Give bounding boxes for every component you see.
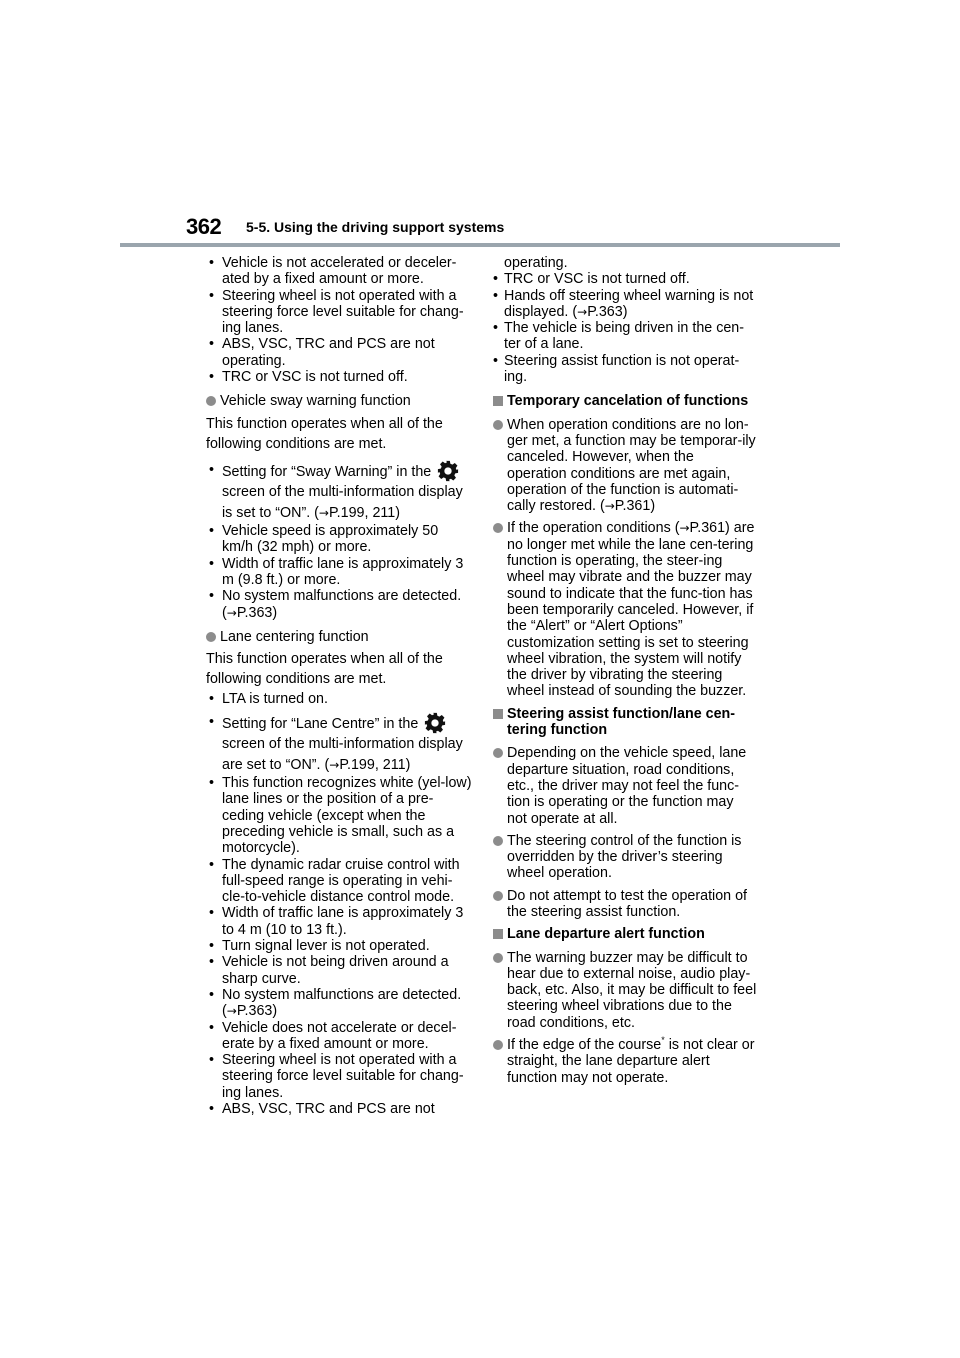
temporary-cancelation-heading: Temporary cancelation of functions bbox=[493, 393, 757, 409]
gear-icon bbox=[424, 712, 446, 734]
arrow-icon: → bbox=[679, 521, 690, 536]
gear-icon bbox=[437, 460, 459, 482]
left-list-1 bbox=[206, 255, 472, 385]
temporary-cancelation-para-1: When operation conditions are no lon-ger met, a function may be temporar-ily canceled. However, when the operation conditions are met again, operation of the function is automati-cally restored. (→P.361) bbox=[493, 417, 757, 515]
list-item: • Width of traffic lane is approximately 3 to 4 m (10 to 13 ft.). bbox=[206, 905, 472, 938]
centering-intro-line-1: This function operates when all of the bbox=[206, 651, 443, 668]
arrow-icon: → bbox=[226, 605, 237, 620]
centering-conditions-list bbox=[206, 691, 472, 1117]
list-item: • Vehicle is not being driven around a sharp curve. bbox=[206, 954, 472, 987]
arrow-icon: → bbox=[577, 304, 588, 319]
left-column bbox=[206, 255, 472, 1125]
list-item: • ABS, VSC, TRC and PCS are not bbox=[206, 1101, 472, 1117]
sway-intro-line-1: This function operates when all of the bbox=[206, 415, 443, 432]
arrow-icon: → bbox=[318, 505, 329, 520]
list-item: • Steering assist function is not operat-ing. bbox=[493, 353, 757, 386]
square-bullet-icon bbox=[493, 929, 503, 939]
list-item: • Vehicle speed is approximately 50 km/h (32 mph) or more. bbox=[206, 523, 472, 556]
steering-assist-heading: Steering assist function/lane cen-tering function bbox=[493, 706, 757, 739]
page-reference[interactable]: P.361) bbox=[689, 520, 730, 537]
page-reference[interactable]: P.363) bbox=[587, 303, 628, 320]
arrow-icon: → bbox=[604, 499, 615, 514]
sway-conditions-list bbox=[206, 460, 472, 621]
arrow-icon: → bbox=[226, 1004, 237, 1019]
lane-departure-para-2: If the edge of the course* is not clear or straight, the lane departure alert function may not operate. bbox=[493, 1037, 757, 1086]
right-list-1 bbox=[493, 271, 757, 385]
lane-centering-heading: Lane centering function bbox=[206, 629, 472, 645]
page-reference[interactable]: P.199, 211) bbox=[328, 504, 401, 521]
sway-intro-line-2: following conditions are met. bbox=[206, 435, 387, 452]
temporary-cancelation-para-2: If the operation conditions (→P.361) are no longer met while the lane cen-tering function is operating, the steer-ing wheel may vibrate and the buzzer may sound to indicate that the func-tion has been temporarily canceled. However, if the “Alert” or “Alert Options” customization setting is set to steering wheel vibration, the system will notify the driver by vibrating the steering wheel instead of sounding the buzzer. bbox=[493, 520, 757, 699]
lane-departure-para-1: The warning buzzer may be difficult to hear due to external noise, audio play-back, etc. Also, it may be difficult to feel steering wheel vibrations due to the road conditions, etc. bbox=[493, 950, 757, 1031]
list-item: • No system malfunctions are detected. (→P.363) bbox=[206, 987, 472, 1020]
list-item: • This function recognizes white (yel-low) lane lines or the position of a pre-ceding vehicle (except when the preceding vehicle is small, such as a motorcycle). bbox=[206, 775, 472, 856]
circle-bullet-icon bbox=[493, 1040, 503, 1050]
list-item: • TRC or VSC is not turned off. bbox=[493, 271, 757, 287]
square-bullet-icon bbox=[493, 396, 503, 406]
header-rule bbox=[120, 243, 840, 247]
steering-assist-para-1: Depending on the vehicle speed, lane departure situation, road conditions, etc., the driver may not feel the func-tion is operating or the function may not operate at all. bbox=[493, 745, 757, 826]
square-bullet-icon bbox=[493, 709, 503, 719]
steering-assist-para-3: Do not attempt to test the operation of the steering assist function. bbox=[493, 888, 757, 921]
list-item: • Vehicle does not accelerate or decel-erate by a fixed amount or more. bbox=[206, 1020, 472, 1053]
page-number: 362 bbox=[186, 214, 222, 239]
list-item: • Setting for “Lane Centre” in the screen of the multi-information display are set to “ON”. (→P.199, 211) bbox=[206, 712, 472, 776]
page-reference[interactable]: P.363) bbox=[236, 1003, 278, 1020]
list-item: • Setting for “Sway Warning” in the screen of the multi-information display is set to “ON”. (→P.199, 211) bbox=[206, 460, 472, 524]
circle-bullet-icon bbox=[493, 953, 503, 963]
list-item: • Hands off steering wheel warning is not displayed. (→P.363) bbox=[493, 288, 757, 321]
list-item: • Steering wheel is not operated with a steering force level suitable for chang-ing lanes. bbox=[206, 1052, 472, 1101]
circle-bullet-icon bbox=[206, 396, 216, 406]
circle-bullet-icon bbox=[493, 420, 503, 430]
page-reference[interactable]: P.363) bbox=[236, 604, 278, 621]
arrow-icon: → bbox=[329, 757, 340, 772]
page-reference[interactable]: P.199, 211) bbox=[339, 756, 411, 773]
page-reference[interactable]: P.361) bbox=[614, 498, 656, 515]
list-item: • TRC or VSC is not turned off. bbox=[206, 369, 472, 385]
centering-intro-line-2: following conditions are met. bbox=[206, 671, 387, 688]
section-title: 5-5. Using the driving support systems bbox=[246, 219, 505, 235]
circle-bullet-icon bbox=[493, 748, 503, 758]
list-item: • Steering wheel is not operated with a steering force level suitable for chang-ing lanes. bbox=[206, 288, 472, 337]
list-item: • The vehicle is being driven in the cen-ter of a lane. bbox=[493, 320, 757, 353]
list-item: • The dynamic radar cruise control with full-speed range is operating in vehi-cle-to-vehicle distance control mode. bbox=[206, 857, 472, 906]
list-item: • LTA is turned on. bbox=[206, 691, 472, 707]
list-item: • Vehicle is not accelerated or deceler-ated by a fixed amount or more. bbox=[206, 255, 472, 288]
circle-bullet-icon bbox=[493, 836, 503, 846]
circle-bullet-icon bbox=[206, 632, 216, 642]
circle-bullet-icon bbox=[493, 891, 503, 901]
list-item: • ABS, VSC, TRC and PCS are not operating. bbox=[206, 336, 472, 369]
lane-departure-alert-heading: Lane departure alert function bbox=[493, 926, 757, 942]
list-item: • Turn signal lever is not operated. bbox=[206, 938, 472, 954]
right-column bbox=[493, 255, 757, 1092]
continuation-text: operating. bbox=[504, 255, 568, 271]
circle-bullet-icon bbox=[493, 523, 503, 533]
footnote-asterisk: * bbox=[661, 1035, 665, 1046]
sway-warning-heading: Vehicle sway warning function bbox=[206, 393, 472, 409]
list-item: • No system malfunctions are detected. (→P.363) bbox=[206, 588, 472, 621]
list-item: • Width of traffic lane is approximately 3 m (9.8 ft.) or more. bbox=[206, 556, 472, 589]
steering-assist-para-2: The steering control of the function is overridden by the driver’s steering wheel operation. bbox=[493, 833, 757, 882]
